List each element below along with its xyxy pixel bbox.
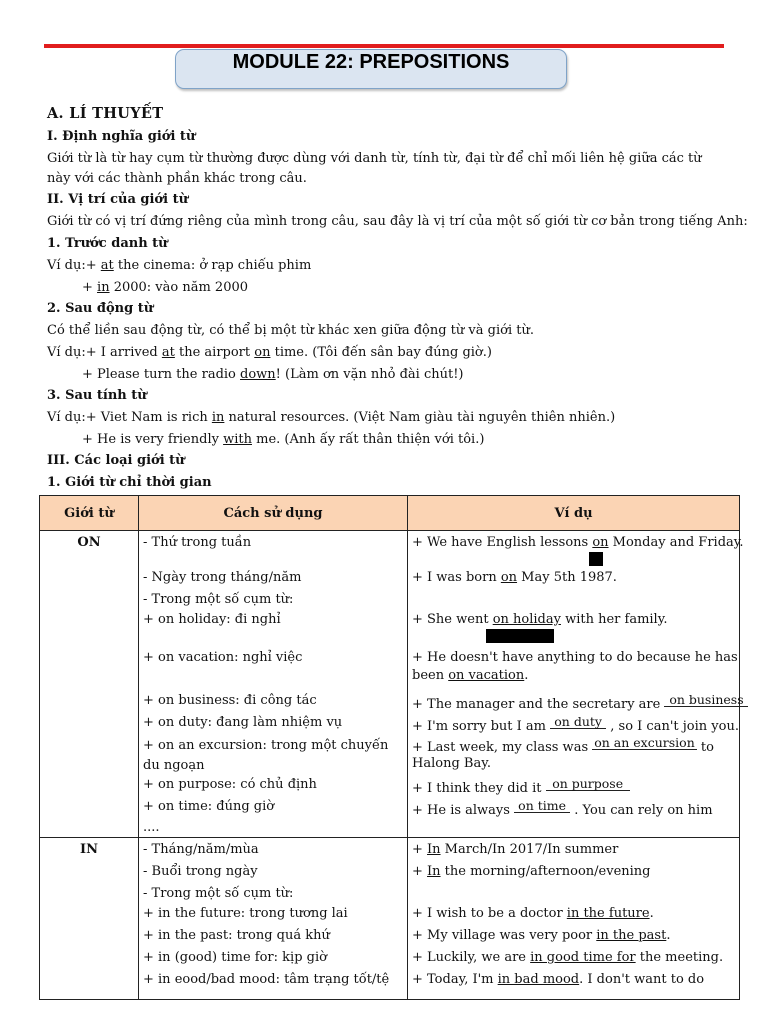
usage-item: + on vacation: nghỉ việc	[143, 650, 303, 665]
usage-item: + on time: đúng giờ	[143, 799, 275, 814]
usage-item: + on duty: đang làm nhiệm vụ	[143, 715, 343, 730]
example-item: + I'm sorry but I am on duty , so I can't join you.	[412, 714, 739, 734]
example-item: + The manager and the secretary are on business	[412, 693, 748, 713]
usage-item: + on holiday: đi nghỉ	[143, 612, 281, 627]
time-prepositions-table	[39, 495, 744, 1000]
example-item: + In the morning/afternoon/evening	[412, 864, 651, 879]
usage-item: - Thứ trong tuần	[143, 535, 252, 550]
heading-after-verb: 2. Sau động từ	[47, 301, 154, 316]
in-word-cell	[40, 838, 139, 1000]
example-item: been on vacation.	[412, 668, 529, 683]
heading-definition: I. Định nghĩa giới từ	[47, 129, 196, 144]
usage-item: - Trong một số cụm từ:	[143, 886, 294, 901]
preposition-in: IN	[80, 842, 98, 857]
definition-text-line-2: này với các thành phần khác trong câu.	[47, 171, 307, 186]
section-a-heading: A. LÍ THUYẾT	[47, 105, 164, 122]
example-after-adjective-2: + He is very friendly with me. (Anh ấy rất thân thiện với tôi.)	[82, 432, 485, 447]
usage-item: - Trong một số cụm từ:	[143, 592, 294, 607]
on-word-cell	[40, 531, 139, 838]
definition-text-line-1: Giới từ là từ hay cụm từ thường được dùng với danh từ, tính từ, đại từ để chỉ mối liên hệ giữa các từ	[47, 151, 702, 166]
example-item: + Last week, my class was on an excursion to	[412, 735, 714, 755]
usage-item: + in the past: trong quá khứ	[143, 928, 330, 943]
example-before-noun-1: Ví dụ:+ at the cinema: ở rạp chiếu phim	[47, 258, 312, 273]
redaction-mark	[589, 552, 603, 566]
heading-time-prepositions: 1. Giới từ chỉ thời gian	[47, 475, 212, 490]
example-item: + Luckily, we are in good time for the meeting.	[412, 950, 724, 965]
answer-blank[interactable]: on business	[664, 693, 748, 707]
example-after-verb-1: Ví dụ:+ I arrived at the airport on time. (Tôi đến sân bay đúng giờ.)	[47, 345, 492, 360]
on-usage-cell	[139, 531, 408, 838]
usage-item: + on business: đi công tác	[143, 693, 317, 708]
example-after-adjective-1: Ví dụ:+ Viet Nam is rich in natural resources. (Việt Nam giàu tài nguyên thiên nhiên.)	[47, 410, 616, 425]
example-before-noun-2: + in 2000: vào năm 2000	[82, 280, 249, 295]
example-item: Halong Bay.	[412, 756, 491, 771]
usage-item: + on purpose: có chủ định	[143, 777, 317, 792]
preposition-on: ON	[77, 535, 101, 550]
heading-types: III. Các loại giới từ	[47, 453, 185, 468]
top-red-rule	[44, 44, 724, 48]
header-example: Ví dụ	[408, 496, 740, 531]
example-item: + My village was very poor in the past.	[412, 928, 671, 943]
usage-item: + in (good) time for: kịp giờ	[143, 950, 327, 965]
usage-item: + in the future: trong tương lai	[143, 906, 348, 921]
usage-item: - Ngày trong tháng/năm	[143, 570, 302, 585]
table-row	[40, 531, 740, 838]
answer-blank[interactable]: on purpose	[546, 777, 630, 791]
heading-before-noun: 1. Trước danh từ	[47, 236, 168, 251]
header-usage: Cách sử dụng	[139, 496, 408, 531]
after-verb-text: Có thể liền sau động từ, có thể bị một từ khác xen giữa động từ và giới từ.	[47, 323, 534, 338]
on-example-cell	[408, 531, 744, 838]
example-item: + In March/In 2017/In summer	[412, 842, 619, 857]
usage-item: - Buổi trong ngày	[143, 864, 258, 879]
table-header-row	[40, 496, 740, 531]
example-item: + She went on holiday with her family.	[412, 612, 668, 627]
in-example-cell	[408, 838, 740, 1000]
usage-item: + in eood/bad mood: tâm trạng tốt/tệ	[143, 972, 390, 987]
position-text: Giới từ có vị trí đứng riêng của mình trong câu, sau đây là vị trí của một số giới từ cơ bản trong tiếng Anh:	[47, 214, 748, 229]
usage-item: - Tháng/năm/mùa	[143, 842, 259, 857]
header-preposition: Giới từ	[40, 496, 139, 531]
table-row	[40, 838, 740, 1000]
answer-blank[interactable]: on time	[514, 799, 570, 813]
in-usage-cell	[139, 838, 408, 1000]
usage-item: + on an excursion: trong một chuyến du ngoạn	[143, 738, 389, 773]
example-item: + I wish to be a doctor in the future.	[412, 906, 654, 921]
heading-position: II. Vị trí của giới từ	[47, 192, 189, 207]
example-item: + I was born on May 5th 1987.	[412, 570, 617, 585]
example-item: + We have English lessons on Monday and Friday.	[412, 535, 744, 550]
example-item: + He is always on time . You can rely on him	[412, 798, 713, 818]
example-after-verb-2: + Please turn the radio down! (Làm ơn vặn nhỏ đài chút!)	[82, 367, 464, 382]
example-item: + He doesn't have anything to do because he has	[412, 650, 738, 665]
page-title: MODULE 22: PREPOSITIONS	[232, 51, 510, 73]
example-item: + Today, I'm in bad mood. I don't want to do	[412, 972, 705, 987]
usage-item: ....	[143, 820, 160, 835]
answer-blank[interactable]: on duty	[550, 715, 606, 729]
heading-after-adjective: 3. Sau tính từ	[47, 388, 147, 403]
answer-blank[interactable]: on an excursion	[594, 735, 695, 750]
example-item: + I think they did it on purpose	[412, 777, 630, 797]
redaction-mark	[486, 629, 554, 643]
